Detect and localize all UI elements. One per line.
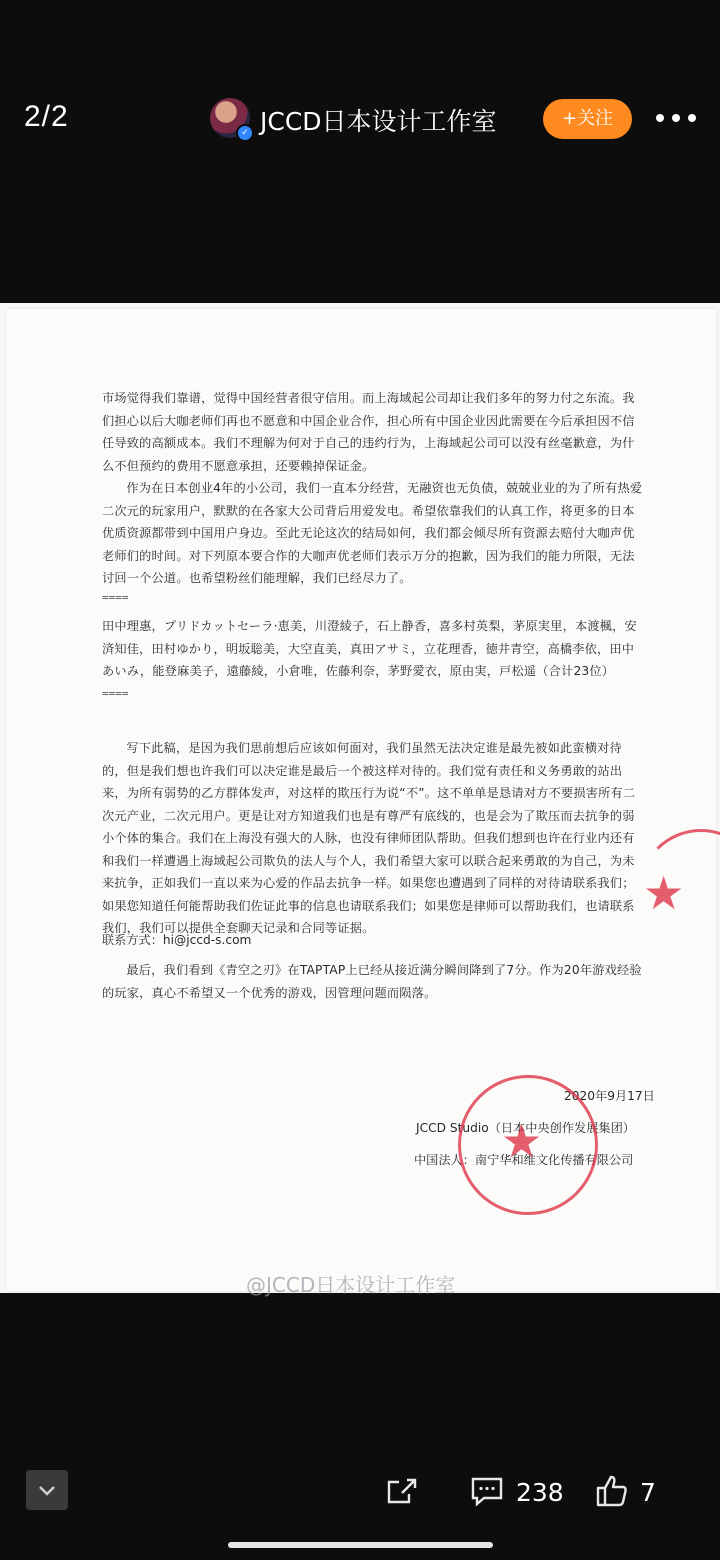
bottom-action-bar xyxy=(0,1460,720,1530)
more-options-icon[interactable] xyxy=(652,108,700,128)
account-name[interactable]: JCCD日本设计工作室 xyxy=(260,107,497,136)
page-counter: 2/2 xyxy=(24,100,69,133)
verified-badge-icon: ✓ xyxy=(236,124,254,142)
home-indicator[interactable] xyxy=(228,1542,493,1548)
signature-legal-entity: 中国法人：南宁华和维文化传播有限公司 xyxy=(414,1153,634,1167)
company-seal-stamp: ★ xyxy=(458,1075,598,1215)
chevron-down-icon xyxy=(26,1470,68,1510)
contact-info: 联系方式：hi@jccd-s.com xyxy=(102,933,252,947)
like-icon[interactable] xyxy=(595,1474,629,1512)
comment-icon[interactable] xyxy=(470,1476,506,1512)
paragraph-3: 写下此稿，是因为我们思前想后应该如何面对，我们虽然无法决定谁是最先被如此蛮横对待的，但是我们想也许我们可以决定谁是最后一个被这样对待的。我们觉有责任和义务勇敢的站出来，为所有弱势的乙方群体发声，对这样的欺压行为说“不”。这不单单是恳请对方不要损害所有二次元产业，二次元用户。更是让对方知道我们也是有尊严有底线的，也是会为了欺压而去抗争的弱小个体的集合。我们在上海没有强大的人脉，也没有律师团队帮助。但我们想到也许在行业内还有和我们一样遭遇上海域起公司欺负的法人与个人，我们希望大家可以联合起来勇敢的为自己，为未来抗争，正如我们一直以来为心爱的作品去抗争一样。如果您也遭遇到了同样的对待请联系我们；如果您知道任何能帮助我们佐证此事的信息也请联系我们；如果您是律师可以帮助我们，也请联系我们，我们可以提供全套聊天记录和合同等证据。 xyxy=(102,741,636,935)
document-image[interactable] xyxy=(0,303,720,1297)
collapse-button[interactable] xyxy=(26,1470,68,1510)
share-icon[interactable] xyxy=(385,1476,419,1510)
paragraph-1: 市场觉得我们靠谱，觉得中国经营者很守信用。而上海域起公司却让我们多年的努力付之东流。我们担心以后大咖老师们再也不愿意和中国企业合作，担心所有中国企业因此需要在今后承担因不信任导致的高额成本。我们不理解为何对于自己的违约行为，上海域起公司可以没有丝毫歉意，为什么不但预约的费用不愿意承担，还要赖掉保证金。 xyxy=(102,391,635,473)
like-count[interactable]: 7 xyxy=(640,1478,656,1507)
separator-1: ==== xyxy=(102,591,129,604)
partial-seal-stamp: ★ xyxy=(638,829,720,955)
paragraph-2: 作为在日本创业4年的小公司，我们一直本分经营，无融资也无负债，兢兢业业的为了所有热爱二次元的玩家用户，默默的在各家大公司背后用爱发电。希望依靠我们的认真工作，将更多的日本优质资源都带到中国用户身边。至此无论这次的结局如何，我们都会倾尽所有资源去赔付大咖声优老师们的时间。对下列原本要合作的大咖声优老师们表示万分的抱歉，因为我们的能力所限，无法讨回一个公道。也希望粉丝们能理解，我们已经尽力了。 xyxy=(102,481,643,585)
document-paper xyxy=(6,309,716,1297)
separator-2: ==== xyxy=(102,687,129,700)
signature-date: 2020年9月17日 xyxy=(564,1089,655,1103)
follow-button[interactable]: +关注 xyxy=(543,99,632,139)
paragraph-4: 最后，我们看到《青空之刃》在TAPTAP上已经从接近满分瞬间降到了7分。作为20年游戏经验的玩家，真心不希望又一个优秀的游戏，因管理问题而陨落。 xyxy=(102,963,642,1000)
top-bar xyxy=(0,90,720,150)
comment-count[interactable]: 238 xyxy=(516,1478,564,1507)
voice-actor-list: 田中理惠，プリドカットセーラ·恵美，川澄綾子，石上静香，喜多村英梨，茅原実里，本渡楓，安済知佳，田村ゆかり，明坂聡美，大空直美，真田アサミ，立花理香，徳井青空，高橋李依，田中あいみ，能登麻美子，遠藤綾，小倉唯，佐藤利奈，茅野愛衣，原由実，戸松遥（合计23位） xyxy=(102,619,637,678)
signature-company: JCCD Studio（日本中央创作发展集团） xyxy=(416,1121,635,1135)
image-watermark: @JCCD日本设计工作室 xyxy=(246,1273,456,1297)
